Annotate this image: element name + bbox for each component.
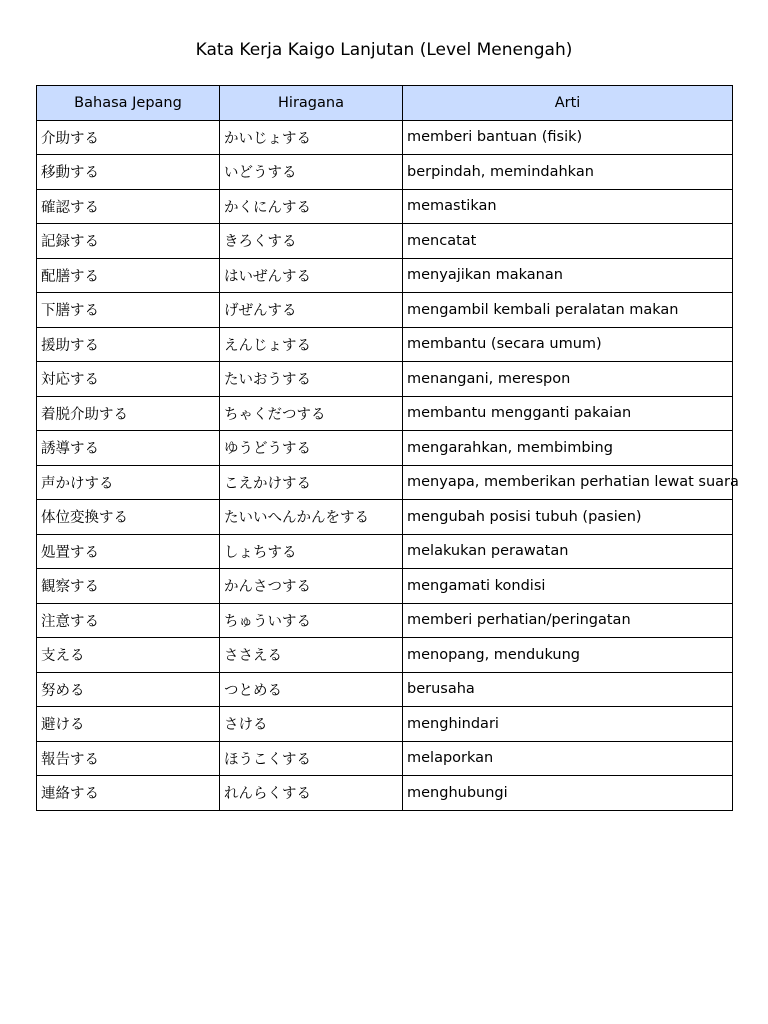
table-row	[37, 293, 733, 328]
cell-bahasa-jepang: 介助する	[37, 120, 220, 155]
table-row	[37, 189, 733, 224]
header-hiragana: Hiragana	[220, 86, 403, 121]
table-row	[37, 155, 733, 190]
cell-hiragana: さける	[220, 707, 403, 742]
table-row	[37, 258, 733, 293]
table-row	[37, 707, 733, 742]
cell-arti: menyapa, memberikan perhatian lewat suara	[403, 465, 733, 500]
header-arti: Arti	[403, 86, 733, 121]
table-row	[37, 776, 733, 811]
cell-arti: mengambil kembali peralatan makan	[403, 293, 733, 328]
cell-bahasa-jepang: 着脱介助する	[37, 396, 220, 431]
cell-hiragana: しょちする	[220, 534, 403, 569]
cell-hiragana: れんらくする	[220, 776, 403, 811]
cell-bahasa-jepang: 努める	[37, 672, 220, 707]
cell-hiragana: いどうする	[220, 155, 403, 190]
cell-arti: menangani, merespon	[403, 362, 733, 397]
vocab-table	[36, 85, 739, 811]
cell-hiragana: かんさつする	[220, 569, 403, 604]
cell-arti: berusaha	[403, 672, 733, 707]
cell-bahasa-jepang: 配膳する	[37, 258, 220, 293]
cell-arti: mengamati kondisi	[403, 569, 733, 604]
cell-hiragana: きろくする	[220, 224, 403, 259]
table-row	[37, 638, 733, 673]
cell-arti: menghindari	[403, 707, 733, 742]
cell-hiragana: かいじょする	[220, 120, 403, 155]
table-row	[37, 120, 733, 155]
table-row	[37, 500, 733, 535]
cell-arti: melaporkan	[403, 741, 733, 776]
cell-arti: memberi perhatian/peringatan	[403, 603, 733, 638]
cell-hiragana: ゆうどうする	[220, 431, 403, 466]
cell-arti: menopang, mendukung	[403, 638, 733, 673]
cell-arti: membantu mengganti pakaian	[403, 396, 733, 431]
cell-bahasa-jepang: 連絡する	[37, 776, 220, 811]
cell-bahasa-jepang: 声かけする	[37, 465, 220, 500]
cell-hiragana: ちゃくだつする	[220, 396, 403, 431]
header-bahasa-jepang: Bahasa Jepang	[37, 86, 220, 121]
cell-bahasa-jepang: 下膳する	[37, 293, 220, 328]
cell-arti: mengarahkan, membimbing	[403, 431, 733, 466]
cell-bahasa-jepang: 移動する	[37, 155, 220, 190]
cell-hiragana: えんじょする	[220, 327, 403, 362]
table-row	[37, 741, 733, 776]
cell-arti: mengubah posisi tubuh (pasien)	[403, 500, 733, 535]
cell-bahasa-jepang: 体位変換する	[37, 500, 220, 535]
cell-arti: berpindah, memindahkan	[403, 155, 733, 190]
cell-arti: membantu (secara umum)	[403, 327, 733, 362]
page-title: Kata Kerja Kaigo Lanjutan (Level Menengah)	[195, 40, 573, 60]
cell-hiragana: こえかけする	[220, 465, 403, 500]
table-header-row	[37, 86, 733, 121]
cell-arti: melakukan perawatan	[403, 534, 733, 569]
cell-hiragana: はいぜんする	[220, 258, 403, 293]
cell-arti: mencatat	[403, 224, 733, 259]
cell-hiragana: ちゅういする	[220, 603, 403, 638]
cell-arti: memastikan	[403, 189, 733, 224]
cell-bahasa-jepang: 避ける	[37, 707, 220, 742]
table-body	[37, 120, 739, 810]
table-row	[37, 534, 733, 569]
cell-bahasa-jepang: 対応する	[37, 362, 220, 397]
cell-hiragana: たいおうする	[220, 362, 403, 397]
cell-hiragana: げぜんする	[220, 293, 403, 328]
cell-bahasa-jepang: 処置する	[37, 534, 220, 569]
cell-bahasa-jepang: 確認する	[37, 189, 220, 224]
cell-bahasa-jepang: 支える	[37, 638, 220, 673]
cell-hiragana: かくにんする	[220, 189, 403, 224]
table-row	[37, 569, 733, 604]
cell-arti: memberi bantuan (fisik)	[403, 120, 733, 155]
cell-bahasa-jepang: 誘導する	[37, 431, 220, 466]
cell-bahasa-jepang: 注意する	[37, 603, 220, 638]
table-row	[37, 672, 733, 707]
cell-arti: menyajikan makanan	[403, 258, 733, 293]
cell-hiragana: ささえる	[220, 638, 403, 673]
table-row	[37, 396, 733, 431]
table-row	[37, 327, 733, 362]
cell-hiragana: つとめる	[220, 672, 403, 707]
cell-bahasa-jepang: 記録する	[37, 224, 220, 259]
cell-arti: menghubungi	[403, 776, 733, 811]
cell-bahasa-jepang: 観察する	[37, 569, 220, 604]
cell-hiragana: たいいへんかんをする	[220, 500, 403, 535]
table-row	[37, 224, 733, 259]
cell-bahasa-jepang: 報告する	[37, 741, 220, 776]
cell-bahasa-jepang: 援助する	[37, 327, 220, 362]
cell-hiragana: ほうこくする	[220, 741, 403, 776]
table-row	[37, 465, 733, 500]
table-row	[37, 431, 733, 466]
table-row	[37, 362, 733, 397]
table-row	[37, 603, 733, 638]
